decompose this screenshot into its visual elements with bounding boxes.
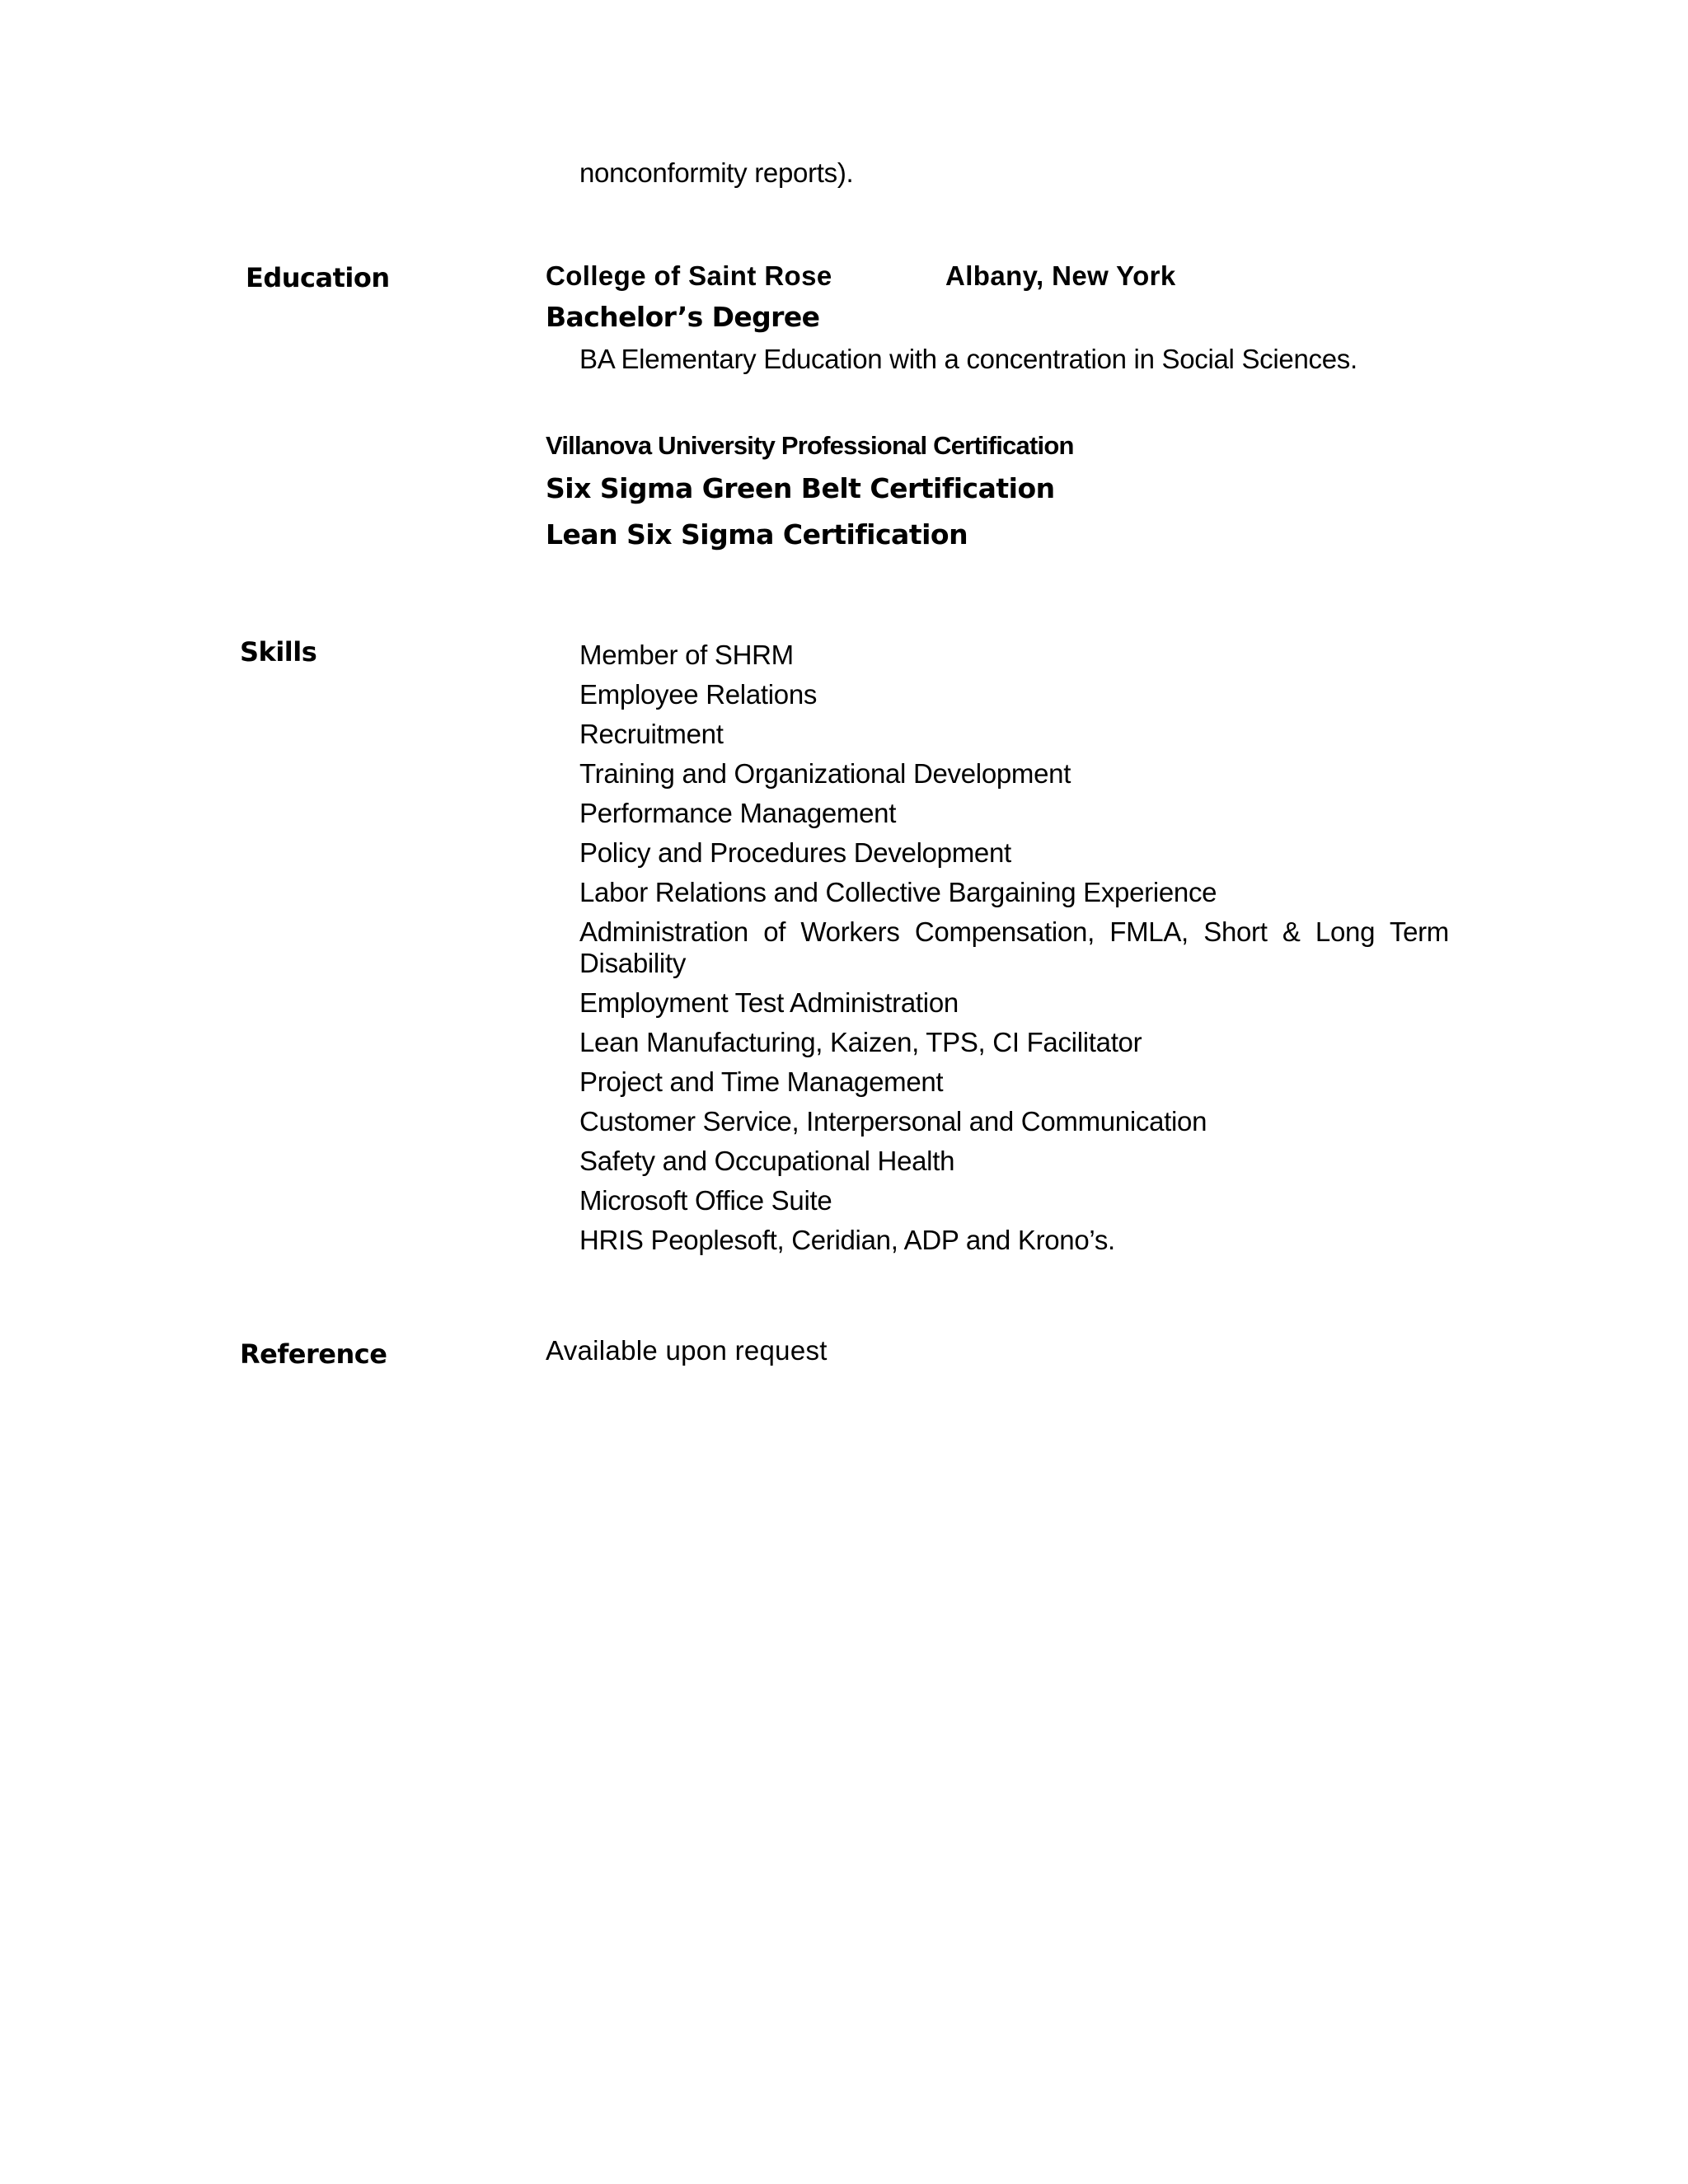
skill-item: Employee Relations	[579, 679, 818, 710]
certification-item: Lean Six Sigma Certification	[546, 518, 968, 551]
carryover-text: nonconformity reports).	[579, 157, 854, 188]
skills-list	[579, 640, 1449, 1264]
skill-item: Safety and Occupational Health	[579, 1146, 955, 1176]
degree-title: Bachelor’s Degree	[546, 301, 820, 333]
skill-item: Member of SHRM	[579, 640, 794, 670]
certification-title: Villanova University Professional Certification	[546, 431, 1074, 460]
certification-item: Six Sigma Green Belt Certification	[546, 472, 1055, 504]
skill-item: Lean Manufacturing, Kaizen, TPS, CI Facilitator	[579, 1027, 1142, 1057]
skill-item: HRIS Peoplesoft, Ceridian, ADP and Krono’s.	[579, 1225, 1115, 1255]
skill-item: Performance Management	[579, 798, 897, 828]
education-heading: Education	[246, 262, 390, 293]
skill-item: Training and Organizational Development	[579, 758, 1071, 789]
skill-item: Administration of Workers Compensation, FMLA, Short & Long Term Disability	[579, 916, 1449, 978]
skill-item: Labor Relations and Collective Bargaining Experience	[579, 877, 1217, 907]
skill-item: Microsoft Office Suite	[579, 1185, 832, 1216]
skill-item: Employment Test Administration	[579, 987, 959, 1018]
reference-heading: Reference	[240, 1338, 387, 1370]
skill-item: Policy and Procedures Development	[579, 837, 1011, 868]
skill-item: Project and Time Management	[579, 1066, 944, 1097]
skill-item: Customer Service, Interpersonal and Communication	[579, 1106, 1207, 1137]
school-location: Albany, New York	[945, 260, 1176, 291]
reference-text: Available upon request	[546, 1335, 828, 1366]
degree-description: BA Elementary Education with a concentration in Social Sciences.	[579, 344, 1357, 374]
skill-item: Recruitment	[579, 719, 724, 749]
school-name: College of Saint Rose	[546, 260, 832, 291]
skills-heading: Skills	[240, 636, 317, 668]
